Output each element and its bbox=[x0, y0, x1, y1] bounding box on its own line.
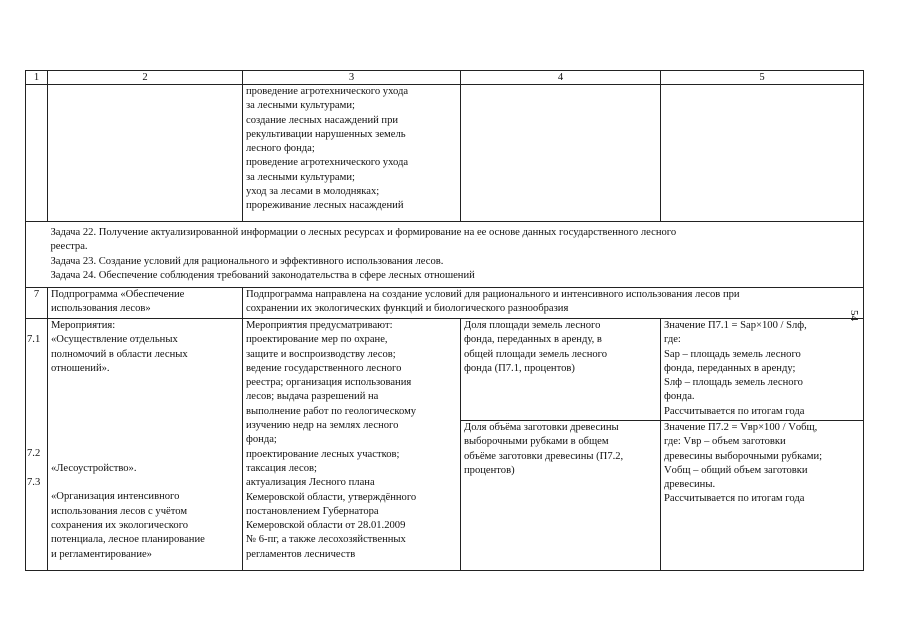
content-line: актуализация Лесного плана bbox=[246, 477, 375, 489]
cont-line: лесного фонда; bbox=[246, 143, 315, 155]
content-line: ведение государственного лесного bbox=[246, 362, 402, 374]
measure-title-line: потенциала, лесное планирование bbox=[51, 534, 205, 546]
header-col-5: 5 bbox=[661, 71, 864, 85]
header-row bbox=[26, 71, 864, 85]
indicator-line: процентов) bbox=[464, 464, 515, 476]
row7-number: 7 bbox=[26, 288, 48, 319]
formula-line: Sлф – площадь земель лесного bbox=[664, 377, 803, 389]
measure-title-line: использования лесов с учётом bbox=[51, 505, 188, 517]
header-col-1: 1 bbox=[26, 71, 48, 85]
measure-title-line: и регламентирование» bbox=[51, 548, 152, 560]
cont-col-2 bbox=[48, 85, 243, 222]
task-line: Задача 23. Создание условий для рационального и эффективного использования лесов. bbox=[50, 255, 444, 267]
measure-number: 7.1 bbox=[27, 334, 41, 345]
formula-line: фонда. bbox=[664, 391, 695, 403]
content-line: постановлением Губернатора bbox=[246, 505, 379, 517]
content-line: регламентов лесничеств bbox=[246, 548, 356, 560]
measure-numbers bbox=[26, 319, 48, 571]
cont-col-5 bbox=[661, 85, 864, 222]
indicator-line: фонда (П7.1, процентов) bbox=[464, 362, 575, 374]
measure-title-line: «Осуществление отдельных bbox=[51, 334, 178, 346]
formula-line: Значение П7.1 = Sар×100 / Sлф, bbox=[664, 320, 807, 331]
measures-row-a bbox=[26, 319, 864, 421]
cont-line: прореживание лесных насаждений bbox=[246, 200, 404, 212]
content-line: таксация лесов; bbox=[246, 462, 317, 474]
cont-line: за лесными культурами; bbox=[246, 100, 355, 112]
row7-title-line: использования лесов» bbox=[51, 303, 151, 315]
indicator-line: фонда, переданных в аренду, в bbox=[464, 334, 602, 346]
content-line: реестра; организация использования bbox=[246, 377, 412, 389]
cont-line: рекультивации нарушенных земель bbox=[246, 128, 406, 140]
cont-line: проведение агротехнического ухода bbox=[246, 157, 409, 169]
indicator-line: объёме заготовки древесины (П7.2, bbox=[464, 450, 624, 462]
indicator-line: Доля объёма заготовки древесины bbox=[464, 422, 619, 433]
header-col-4: 4 bbox=[461, 71, 661, 85]
header-col-2: 2 bbox=[48, 71, 243, 85]
cont-col-3 bbox=[243, 85, 461, 222]
content-line: защите и воспроизводству лесов; bbox=[246, 348, 396, 360]
cont-line: проведение агротехнического ухода bbox=[246, 86, 409, 97]
content-line: изучению недр на землях лесного bbox=[246, 420, 399, 432]
row7-title bbox=[48, 288, 243, 319]
content-line: Кемеровской области, утверждённого bbox=[246, 491, 417, 503]
indicator-7-2 bbox=[461, 421, 661, 571]
tasks-row bbox=[26, 222, 864, 288]
formula-line: Значение П7.2 = Vвр×100 / Vобщ, bbox=[664, 422, 818, 433]
task-line: Задача 24. Обеспечение соблюдения требований законодательства в сфере лесных отношений bbox=[50, 269, 475, 281]
formula-7-2 bbox=[661, 421, 864, 571]
cont-line: уход за лесами в молодняках; bbox=[246, 186, 380, 198]
formula-line: фонда, переданных в аренду; bbox=[664, 362, 796, 374]
continuation-row bbox=[26, 85, 864, 222]
tasks-cell bbox=[48, 222, 864, 288]
measure-title-line: полномочий в области лесных bbox=[51, 348, 188, 360]
content-line: фонда; bbox=[246, 434, 277, 446]
formula-line: древесины выборочными рубками; bbox=[664, 450, 823, 462]
measure-title-line: отношений». bbox=[51, 362, 110, 374]
page-number: 54 bbox=[848, 310, 860, 321]
formula-line: где: bbox=[664, 334, 681, 346]
content-line: Мероприятия предусматривают: bbox=[246, 320, 393, 331]
formula-line: Рассчитывается по итогам года bbox=[664, 493, 805, 505]
measure-title-line: сохранения их экологического bbox=[51, 520, 189, 532]
content-line: лесов; выдача разрешений на bbox=[246, 391, 379, 403]
measure-contents bbox=[243, 319, 461, 571]
measure-number: 7.2 bbox=[27, 448, 41, 460]
row7-desc-line: сохранении их экологических функций и биологического разнообразия bbox=[246, 303, 569, 315]
header-col-3: 3 bbox=[243, 71, 461, 85]
subprogram-row bbox=[26, 288, 864, 319]
row7-title-line: Подпрограмма «Обеспечение bbox=[51, 289, 185, 300]
tasks-spacer bbox=[26, 222, 48, 288]
measure-number: 7.3 bbox=[27, 476, 41, 488]
measure-title-line: «Лесоустройство». bbox=[51, 463, 137, 475]
cont-line: за лесными культурами; bbox=[246, 171, 355, 183]
content-line: выполнение работ по геологическому bbox=[246, 405, 417, 417]
content-line: проектирование мер по охране, bbox=[246, 334, 388, 346]
formula-line: Vобщ – общий объем заготовки bbox=[664, 464, 808, 476]
row7-desc-line: Подпрограмма направлена на создание условий для рационального и интенсивного использования лесов при bbox=[246, 289, 740, 300]
measure-titles bbox=[48, 319, 243, 571]
cont-col-4 bbox=[461, 85, 661, 222]
indicator-line: общей площади земель лесного bbox=[464, 348, 608, 360]
task-line: Задача 22. Получение актуализированной информации о лесных ресурсах и формирование на ее основе данных государственного лесного bbox=[50, 227, 677, 238]
cont-line: создание лесных насаждений при bbox=[246, 114, 399, 126]
indicator-line: выборочными рубками в общем bbox=[464, 436, 609, 448]
measure-title-line: «Организация интенсивного bbox=[51, 491, 180, 503]
formula-line: Sар – площадь земель лесного bbox=[664, 348, 801, 360]
formula-line: где: Vвр – объем заготовки bbox=[664, 436, 786, 448]
measures-intro: Мероприятия: bbox=[51, 320, 116, 331]
content-line: № 6-пг, а также лесохозяйственных bbox=[246, 534, 406, 546]
measures-table bbox=[25, 70, 864, 571]
content-line: проектирование лесных участков; bbox=[246, 448, 400, 460]
row7-description bbox=[243, 288, 864, 319]
content-line: Кемеровской области от 28.01.2009 bbox=[246, 520, 406, 532]
cont-col-1 bbox=[26, 85, 48, 222]
formula-line: Рассчитывается по итогам года bbox=[664, 405, 805, 417]
indicator-7-1 bbox=[461, 319, 661, 421]
task-line: реестра. bbox=[50, 241, 88, 253]
formula-7-1 bbox=[661, 319, 864, 421]
formula-line: древесины. bbox=[664, 479, 716, 491]
indicator-line: Доля площади земель лесного bbox=[464, 320, 601, 331]
